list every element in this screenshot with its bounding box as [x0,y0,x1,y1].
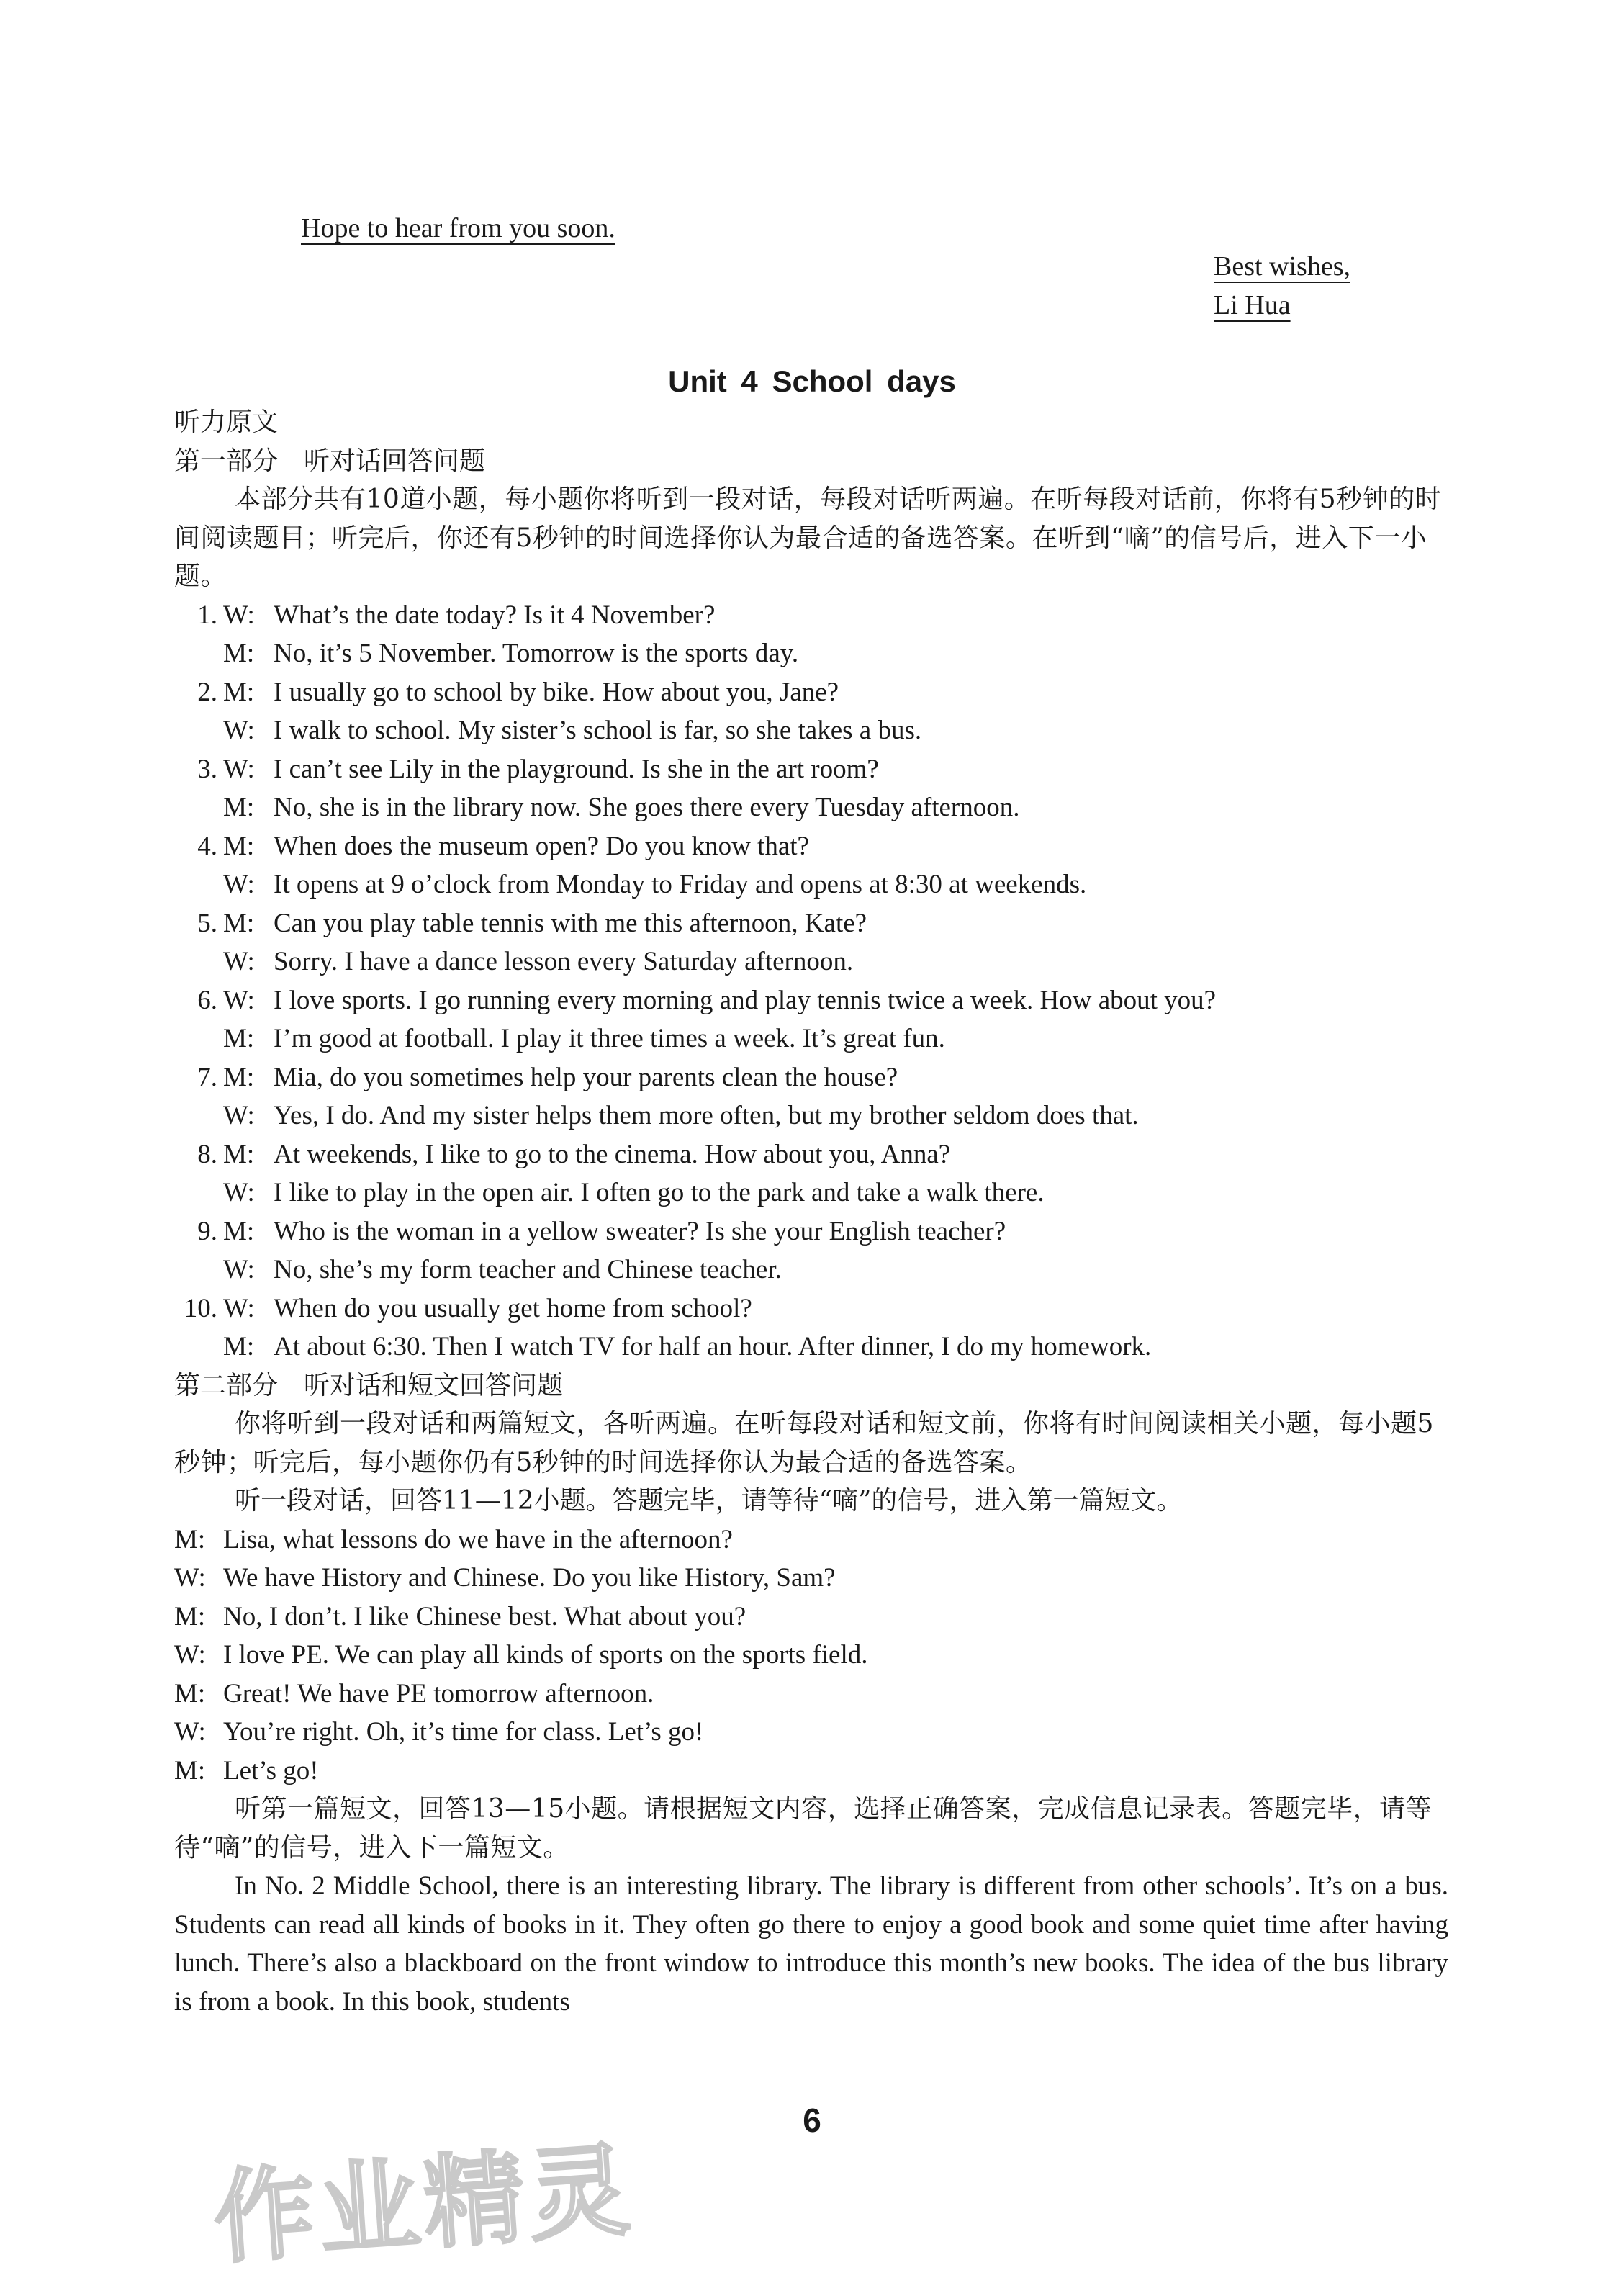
dialogue-line [174,1636,1448,1675]
dialogue-number [174,634,217,673]
dialogue-number: 7. [197,1062,217,1092]
speaker-label: M: [223,677,255,707]
transcript-heading: 听力原文 [174,407,279,437]
speaker-label: W: [223,754,255,784]
transcript [174,403,1448,2021]
letter-signoff: Best wishes, [1214,251,1350,282]
dialogue-text: No, she is in the library now. She goes there every Tuesday afternoon. [274,793,1020,822]
letter-signature: Li Hua [1214,290,1291,320]
part1-heading: 第一部分 听对话回答问题 [174,446,486,476]
dialogue-line [174,1135,1448,1174]
dialogue-number: 2. [197,677,217,707]
dialogue-line [174,1559,1448,1598]
speaker-label: W: [174,1717,206,1747]
dialogue-line [174,1328,1448,1366]
dialogue-text: I’m good at football. I play it three times a week. It’s great fun. [274,1024,945,1053]
dialogue-text: At weekends, I like to go to the cinema. How about you, Anna? [274,1139,951,1169]
speaker-label: M: [174,1524,206,1554]
dialogue-text: I usually go to school by bike. How about you, Jane? [274,677,839,707]
dialogue-line [174,1752,1448,1791]
dialogue-line [174,1251,1448,1289]
speaker-label: W: [223,1178,255,1207]
dialogue-text: At about 6:30. Then I watch TV for half an hour. After dinner, I do my homework. [274,1332,1152,1361]
speaker-label: W: [174,1563,206,1593]
dialogue-line [174,1289,1448,1328]
speaker-label: M: [174,1601,206,1631]
dialogue-text: Sorry. I have a dance lesson every Saturday afternoon. [274,947,854,976]
dialogue-text: Yes, I do. And my sister helps them more often, but my brother seldom does that. [274,1101,1139,1130]
dialogue-text: Mia, do you sometimes help your parents clean the house? [274,1062,898,1092]
dialogue-line [174,750,1448,789]
dialogue-text: You’re right. Oh, it’s time for class. Let’s go! [223,1717,704,1747]
dialogue-line [174,981,1448,1020]
dialogue-text: I love PE. We can play all kinds of sports on the sports field. [223,1640,868,1670]
speaker-label: M: [174,1678,206,1708]
dialogue-line [174,634,1448,673]
dialogue-text: No, she’s my form teacher and Chinese teacher. [274,1255,782,1284]
dialogue-number [174,1328,217,1366]
dialogue-text: I love sports. I go running every morning and play tennis twice a week. How about you? [274,985,1217,1015]
dialogue-number: 10. [184,1293,217,1323]
dialogue-line [174,904,1448,943]
dialogue-number: 4. [197,831,217,861]
dialogue-number: 8. [197,1139,217,1169]
watermark-logo: 作业精灵 [209,2131,638,2279]
dialogue-number [174,1097,217,1135]
dialogue-text: We have History and Chinese. Do you like History, Sam? [223,1563,836,1593]
letter-closing-line: Hope to hear from you soon. [301,213,615,243]
dialogue-line [174,1019,1448,1058]
dialogue-number [174,1251,217,1289]
speaker-label: W: [223,716,255,745]
dialogue-text: Who is the woman in a yellow sweater? Is she your English teacher? [274,1216,1006,1246]
dialogue-line [174,827,1448,866]
speaker-label: M: [223,908,255,938]
passage1-intro: 听第一篇短文，回答13—15小题。请根据短文内容，选择正确答案，完成信息记录表。答题完毕，请等待“嘀”的信号，进入下一篇短文。 [174,1794,1433,1863]
passage1-text: In No. 2 Middle School, there is an interesting library. The library is different from other schools’. It’s on a bus. Students can read all kinds of books in it. They often go there to enjoy a good book and some quiet time after having lunch. There’s also a blackboard on the front window to introduce this month’s new books. The idea of the bus library is from a book. In this book, students [174,1871,1448,2017]
speaker-label: M: [223,1332,255,1361]
speaker-label: W: [223,1255,255,1284]
part1-instructions: 本部分共有10道小题，每小题你将听到一段对话，每段对话听两遍。在听每段对话前，你将有5秒钟的时间阅读题目；听完后，你还有5秒钟的时间选择你认为最合适的备选答案。在听到“嘀”的信号后，进入下一小题。 [174,485,1442,591]
dialogue-line [174,596,1448,635]
part2-heading: 第二部分 听对话和短文回答问题 [174,1370,564,1400]
speaker-label: M: [223,1139,255,1169]
speaker-label: M: [223,1024,255,1053]
dialogue-text: Great! We have PE tomorrow afternoon. [223,1678,654,1708]
dialogue-text: Can you play table tennis with me this afternoon, Kate? [274,908,867,938]
dialogue-line [174,711,1448,750]
dialogue-number [174,788,217,827]
dialogue-line [174,1212,1448,1251]
speaker-label: W: [174,1640,206,1670]
speaker-label: M: [223,1216,255,1246]
dialogue-text: No, it’s 5 November. Tomorrow is the sports day. [274,639,799,668]
dialogue-line [174,1675,1448,1714]
dialogue-line [174,1598,1448,1636]
speaker-label: W: [223,1293,255,1323]
dialogue-number: 5. [197,908,217,938]
dialogue-line [174,1058,1448,1097]
part2-dialogue-intro: 听一段对话，回答11—12小题。答题完毕，请等待“嘀”的信号，进入第一篇短文。 [235,1486,1183,1516]
dialogue-text: I walk to school. My sister’s school is far, so she takes a bus. [274,716,922,745]
dialogue-text: Lisa, what lessons do we have in the afternoon? [223,1524,733,1554]
dialogue-line [174,1097,1448,1135]
dialogue-line [174,1174,1448,1212]
speaker-label: M: [223,831,255,861]
dialogue-text: What’s the date today? Is it 4 November? [274,600,716,630]
dialogue-number [174,1174,217,1212]
dialogue-line [174,865,1448,904]
speaker-label: M: [174,1755,206,1786]
dialogue-number: 9. [197,1216,217,1246]
dialogue-number [174,942,217,981]
speaker-label: W: [223,870,255,899]
dialogue-number [174,711,217,750]
page-number: 6 [803,2102,821,2139]
dialogue-line [174,1713,1448,1752]
dialogue-line [174,1521,1448,1559]
dialogue-text: It opens at 9 o’clock from Monday to Friday and opens at 8:30 at weekends. [274,870,1087,899]
speaker-label: W: [223,947,255,976]
part1-dialogues [174,596,1448,1366]
part2-instructions: 你将听到一段对话和两篇短文，各听两遍。在听每段对话和短文前，你将有时间阅读相关小题，每小题5秒钟；听完后，每小题你仍有5秒钟的时间选择你认为最合适的备选答案。 [174,1409,1434,1477]
unit-title: Unit 4 School days [668,364,956,398]
dialogue-text: I can’t see Lily in the playground. Is she in the art room? [274,754,879,784]
speaker-label: M: [223,1062,255,1092]
dialogue-number [174,865,217,904]
dialogue-text: No, I don’t. I like Chinese best. What about you? [223,1601,746,1631]
dialogue-text: When do you usually get home from school? [274,1293,752,1323]
dialogue-line [174,673,1448,712]
dialogue-line [174,942,1448,981]
speaker-label: W: [223,985,255,1015]
part2-dialogue [174,1521,1448,1791]
dialogue-text: I like to play in the open air. I often go to the park and take a walk there. [274,1178,1045,1207]
dialogue-number [174,1019,217,1058]
dialogue-line [174,788,1448,827]
dialogue-number: 6. [197,985,217,1015]
speaker-label: M: [223,639,255,668]
speaker-label: M: [223,793,255,822]
dialogue-text: When does the museum open? Do you know that? [274,831,809,861]
dialogue-number: 3. [197,754,217,784]
dialogue-number: 1. [197,600,217,630]
dialogue-text: Let’s go! [223,1755,319,1786]
speaker-label: W: [223,600,255,630]
speaker-label: W: [223,1101,255,1130]
